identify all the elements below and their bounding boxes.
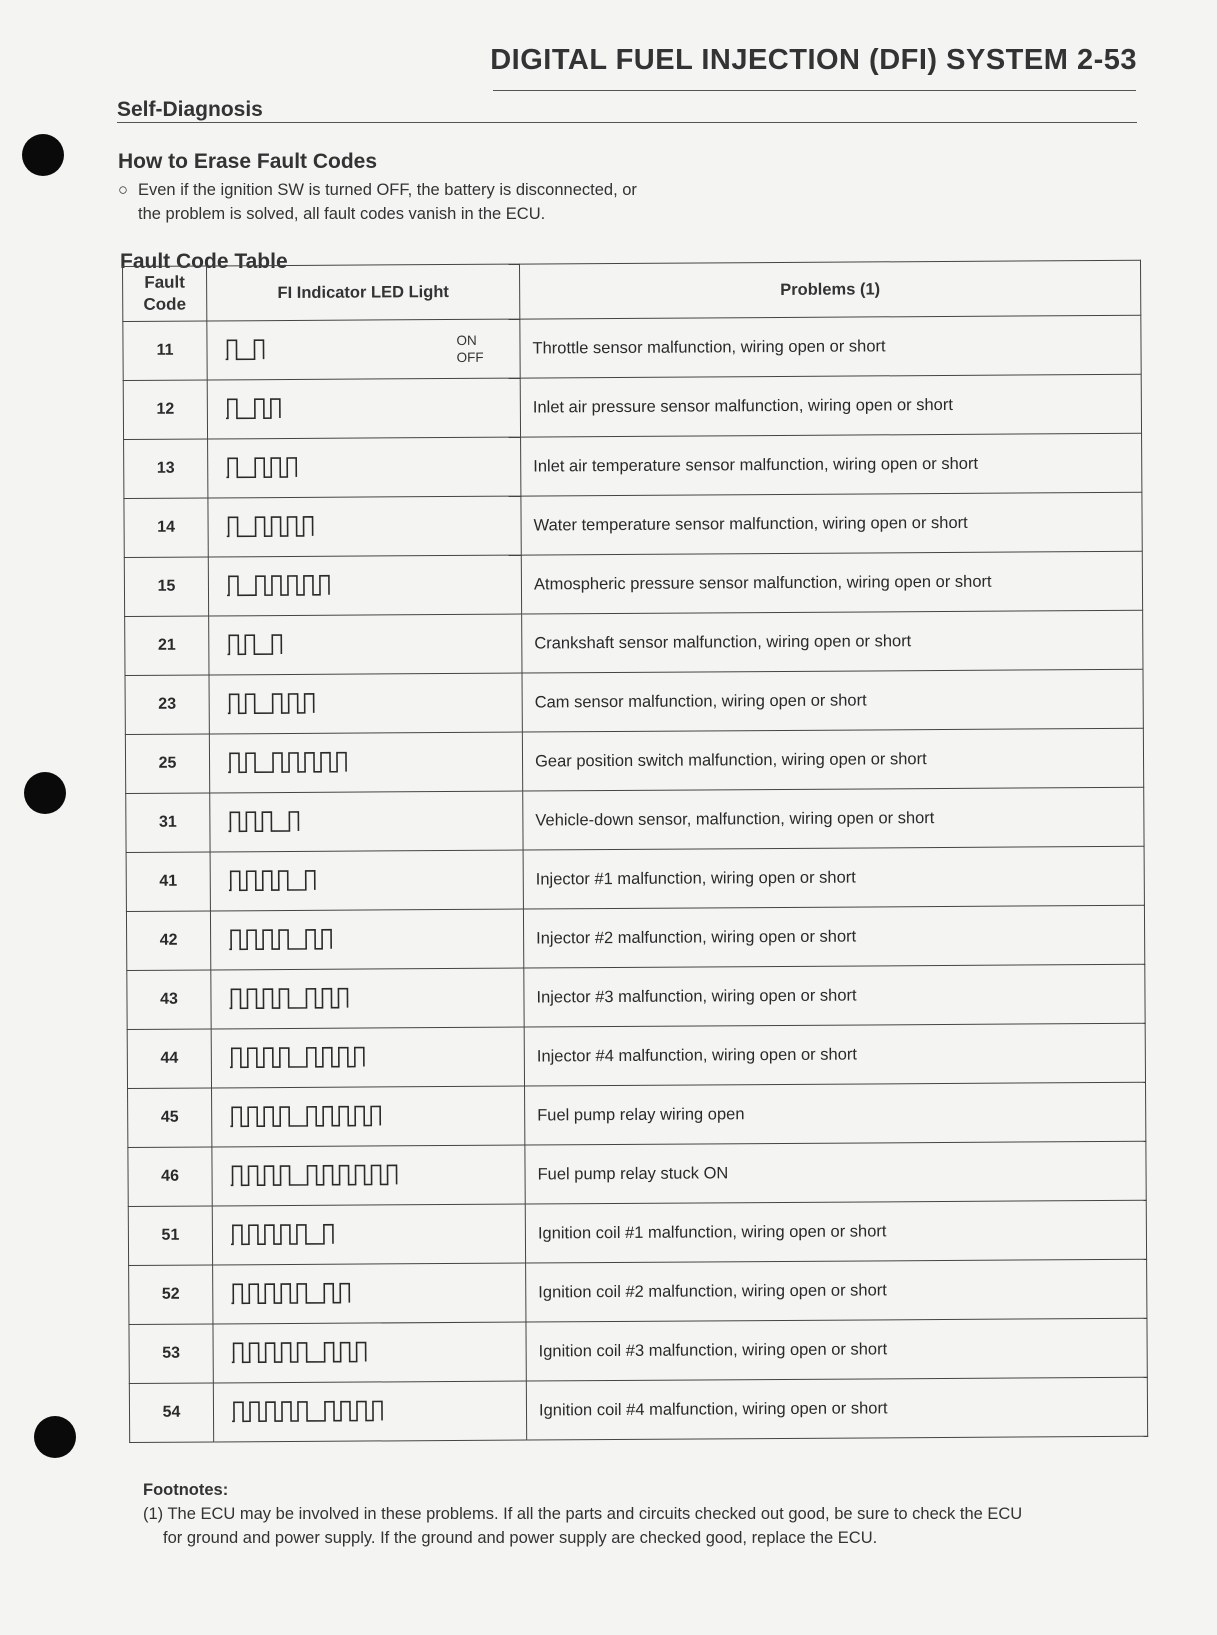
- problem-cell: Fuel pump relay stuck ON: [525, 1141, 1146, 1204]
- led-pattern-cell: [211, 1027, 524, 1088]
- led-blink-pattern-icon: [230, 1162, 400, 1189]
- led-blink-pattern-icon: [226, 455, 300, 481]
- led-blink-pattern-icon: [229, 927, 335, 954]
- problem-cell: Fuel pump relay wiring open: [525, 1082, 1146, 1145]
- led-waveform: [229, 930, 331, 950]
- led-blink-pattern-icon: [232, 1340, 370, 1367]
- erase-line-2: the problem is solved, all fault codes vanish in the ECU.: [138, 205, 546, 223]
- table-row: [124, 551, 1142, 616]
- led-blink-pattern-icon: [232, 1398, 386, 1425]
- led-waveform: [229, 989, 347, 1009]
- section-title: Self-Diagnosis: [117, 98, 263, 121]
- led-blink-pattern-icon: [229, 868, 319, 895]
- header-rule: [493, 90, 1136, 91]
- led-pattern-cell: [213, 1381, 526, 1442]
- led-pattern-cell: [210, 850, 523, 911]
- led-blink-pattern-icon: [226, 396, 284, 422]
- table-row: [129, 1318, 1147, 1383]
- footnotes-title: Footnotes:: [143, 1481, 229, 1499]
- led-blink-pattern-icon: [227, 514, 317, 541]
- led-blink-pattern-icon: [231, 1222, 337, 1249]
- legend-on: ON: [456, 332, 477, 348]
- led-pattern-cell: [210, 791, 523, 852]
- led-waveform: [231, 1284, 349, 1304]
- table-row: [126, 787, 1144, 852]
- led-waveform: [228, 812, 298, 831]
- fault-code-cell: 23: [125, 675, 209, 735]
- fault-code-cell: 11: [123, 321, 207, 381]
- fault-code-table: [122, 260, 1148, 1443]
- led-blink-pattern-icon: [228, 750, 350, 777]
- led-blink-pattern-icon: [229, 986, 351, 1013]
- circle-bullet-icon: ○: [118, 181, 128, 199]
- led-waveform: [231, 1225, 333, 1245]
- fault-code-cell: 51: [128, 1206, 212, 1266]
- led-waveform: [232, 1401, 382, 1421]
- header-fault-code-line2: Code: [143, 294, 187, 314]
- binder-hole-top: [22, 134, 64, 176]
- header-fault-code-line1: Fault: [144, 272, 185, 292]
- table-row: [127, 1023, 1145, 1088]
- led-blink-pattern-icon: [227, 573, 333, 600]
- footnote-line-1: (1) The ECU may be involved in these problems. If all the parts and circuits checked out good, be sure to check the ECU: [143, 1505, 1023, 1523]
- led-waveform: [232, 1343, 366, 1363]
- led-blink-pattern-icon: [225, 337, 267, 363]
- fault-code-cell: 21: [125, 616, 209, 676]
- led-pattern-cell: [212, 1204, 525, 1265]
- table-row: [129, 1259, 1147, 1324]
- footnotes: [143, 1478, 1022, 1550]
- header-led-light: FI Indicator LED Light: [207, 264, 520, 321]
- led-waveform: [231, 1165, 397, 1185]
- page-header-title: DIGITAL FUEL INJECTION (DFI) SYSTEM 2-53: [490, 44, 1137, 76]
- fault-code-cell: 31: [126, 793, 210, 853]
- table-row: [126, 846, 1144, 911]
- fault-code-cell: 43: [127, 970, 211, 1030]
- binder-hole-middle: [24, 772, 66, 814]
- table-row: [129, 1377, 1147, 1442]
- led-pattern-cell: [209, 614, 522, 675]
- led-waveform: [229, 871, 315, 891]
- led-pattern-cell: [208, 496, 521, 557]
- table-row: [123, 315, 1141, 380]
- led-pattern-cell: [212, 1086, 525, 1147]
- on-off-legend: [456, 332, 483, 366]
- led-waveform: [227, 576, 329, 596]
- fault-code-cell: 46: [128, 1147, 212, 1207]
- table-row: [124, 492, 1142, 557]
- led-pattern-cell: [209, 673, 522, 734]
- problem-cell: Gear position switch malfunction, wiring open or short: [522, 728, 1143, 791]
- legend-off: OFF: [456, 349, 484, 365]
- fault-code-cell: 13: [124, 439, 208, 499]
- footnote-line-2: for ground and power supply. If the ground and power supply are checked good, replace the ECU.: [163, 1529, 878, 1547]
- fault-code-cell: 52: [129, 1265, 213, 1325]
- fault-code-cell: 15: [124, 557, 208, 617]
- fault-code-cell: 14: [124, 498, 208, 558]
- led-waveform: [226, 458, 296, 477]
- problem-cell: Inlet air pressure sensor malfunction, wiring open or short: [520, 374, 1141, 437]
- header-fault-code: [123, 266, 207, 322]
- led-blink-pattern-icon: [228, 691, 318, 718]
- problem-cell: Ignition coil #2 malfunction, wiring open or short: [526, 1259, 1147, 1322]
- fault-table-body: [123, 315, 1148, 1442]
- led-pattern-cell: [208, 555, 521, 616]
- problem-cell: Ignition coil #4 malfunction, wiring open or short: [526, 1377, 1147, 1440]
- problem-cell: Atmospheric pressure sensor malfunction, wiring open or short: [521, 551, 1142, 614]
- fault-code-cell: 12: [123, 380, 207, 440]
- table-row: [128, 1200, 1146, 1265]
- problem-cell: Water temperature sensor malfunction, wiring open or short: [521, 492, 1142, 555]
- table-row: [126, 905, 1144, 970]
- led-waveform: [228, 753, 346, 773]
- table-row: [125, 610, 1143, 675]
- fault-code-cell: 44: [127, 1029, 211, 1089]
- table-row: [124, 433, 1142, 498]
- table-row: [128, 1141, 1146, 1206]
- led-blink-pattern-icon: [230, 1103, 384, 1130]
- led-pattern-cell: [213, 1322, 526, 1383]
- led-pattern-cell: [207, 319, 520, 380]
- table-row: [125, 728, 1143, 793]
- problem-cell: Vehicle-down sensor, malfunction, wiring open or short: [523, 787, 1144, 850]
- problem-cell: Inlet air temperature sensor malfunction, wiring open or short: [521, 433, 1142, 496]
- table-row: [127, 964, 1145, 1029]
- led-pattern-cell: [213, 1263, 526, 1324]
- binder-hole-bottom: [34, 1416, 76, 1458]
- problem-cell: Injector #1 malfunction, wiring open or short: [523, 846, 1144, 909]
- fault-code-cell: 42: [126, 911, 210, 971]
- problem-cell: Injector #4 malfunction, wiring open or short: [524, 1023, 1145, 1086]
- led-waveform: [228, 694, 314, 714]
- header-problems: Problems (1): [519, 260, 1140, 319]
- table-row: [128, 1082, 1146, 1147]
- led-blink-pattern-icon: [231, 1281, 353, 1308]
- problem-cell: Cam sensor malfunction, wiring open or short: [522, 669, 1143, 732]
- problem-cell: Throttle sensor malfunction, wiring open or short: [520, 315, 1141, 378]
- table-row: [123, 374, 1141, 439]
- table-header-row: [123, 260, 1141, 321]
- fault-table-title: Fault Code Table: [120, 250, 288, 273]
- led-waveform: [226, 399, 280, 418]
- led-pattern-cell: [209, 732, 522, 793]
- fault-code-cell: 41: [126, 852, 210, 912]
- problem-cell: Injector #3 malfunction, wiring open or short: [524, 964, 1145, 1027]
- led-blink-pattern-icon: [227, 632, 285, 658]
- led-pattern-cell: [210, 909, 523, 970]
- erase-instructions: [118, 178, 637, 226]
- erase-line-1: Even if the ignition SW is turned OFF, the battery is disconnected, or: [138, 181, 637, 199]
- led-pattern-cell: [207, 378, 520, 439]
- led-waveform: [227, 635, 281, 654]
- problem-cell: Injector #2 malfunction, wiring open or short: [523, 905, 1144, 968]
- fault-code-cell: 25: [125, 734, 209, 794]
- led-waveform: [227, 517, 313, 537]
- problem-cell: Crankshaft sensor malfunction, wiring open or short: [522, 610, 1143, 673]
- led-waveform: [230, 1048, 364, 1068]
- fault-code-cell: 53: [129, 1324, 213, 1384]
- led-waveform: [225, 340, 263, 359]
- problem-cell: Ignition coil #3 malfunction, wiring open or short: [526, 1318, 1147, 1381]
- led-pattern-cell: [212, 1145, 525, 1206]
- table-row: [125, 669, 1143, 734]
- led-pattern-cell: [211, 968, 524, 1029]
- fault-code-cell: 54: [129, 1383, 213, 1443]
- led-blink-pattern-icon: [230, 1045, 368, 1072]
- fault-code-cell: 45: [128, 1088, 212, 1148]
- problem-cell: Ignition coil #1 malfunction, wiring open or short: [525, 1200, 1146, 1263]
- led-waveform: [230, 1106, 380, 1126]
- section-rule: [117, 122, 1137, 123]
- led-blink-pattern-icon: [228, 809, 302, 835]
- led-pattern-cell: [208, 437, 521, 498]
- erase-heading: How to Erase Fault Codes: [118, 150, 378, 173]
